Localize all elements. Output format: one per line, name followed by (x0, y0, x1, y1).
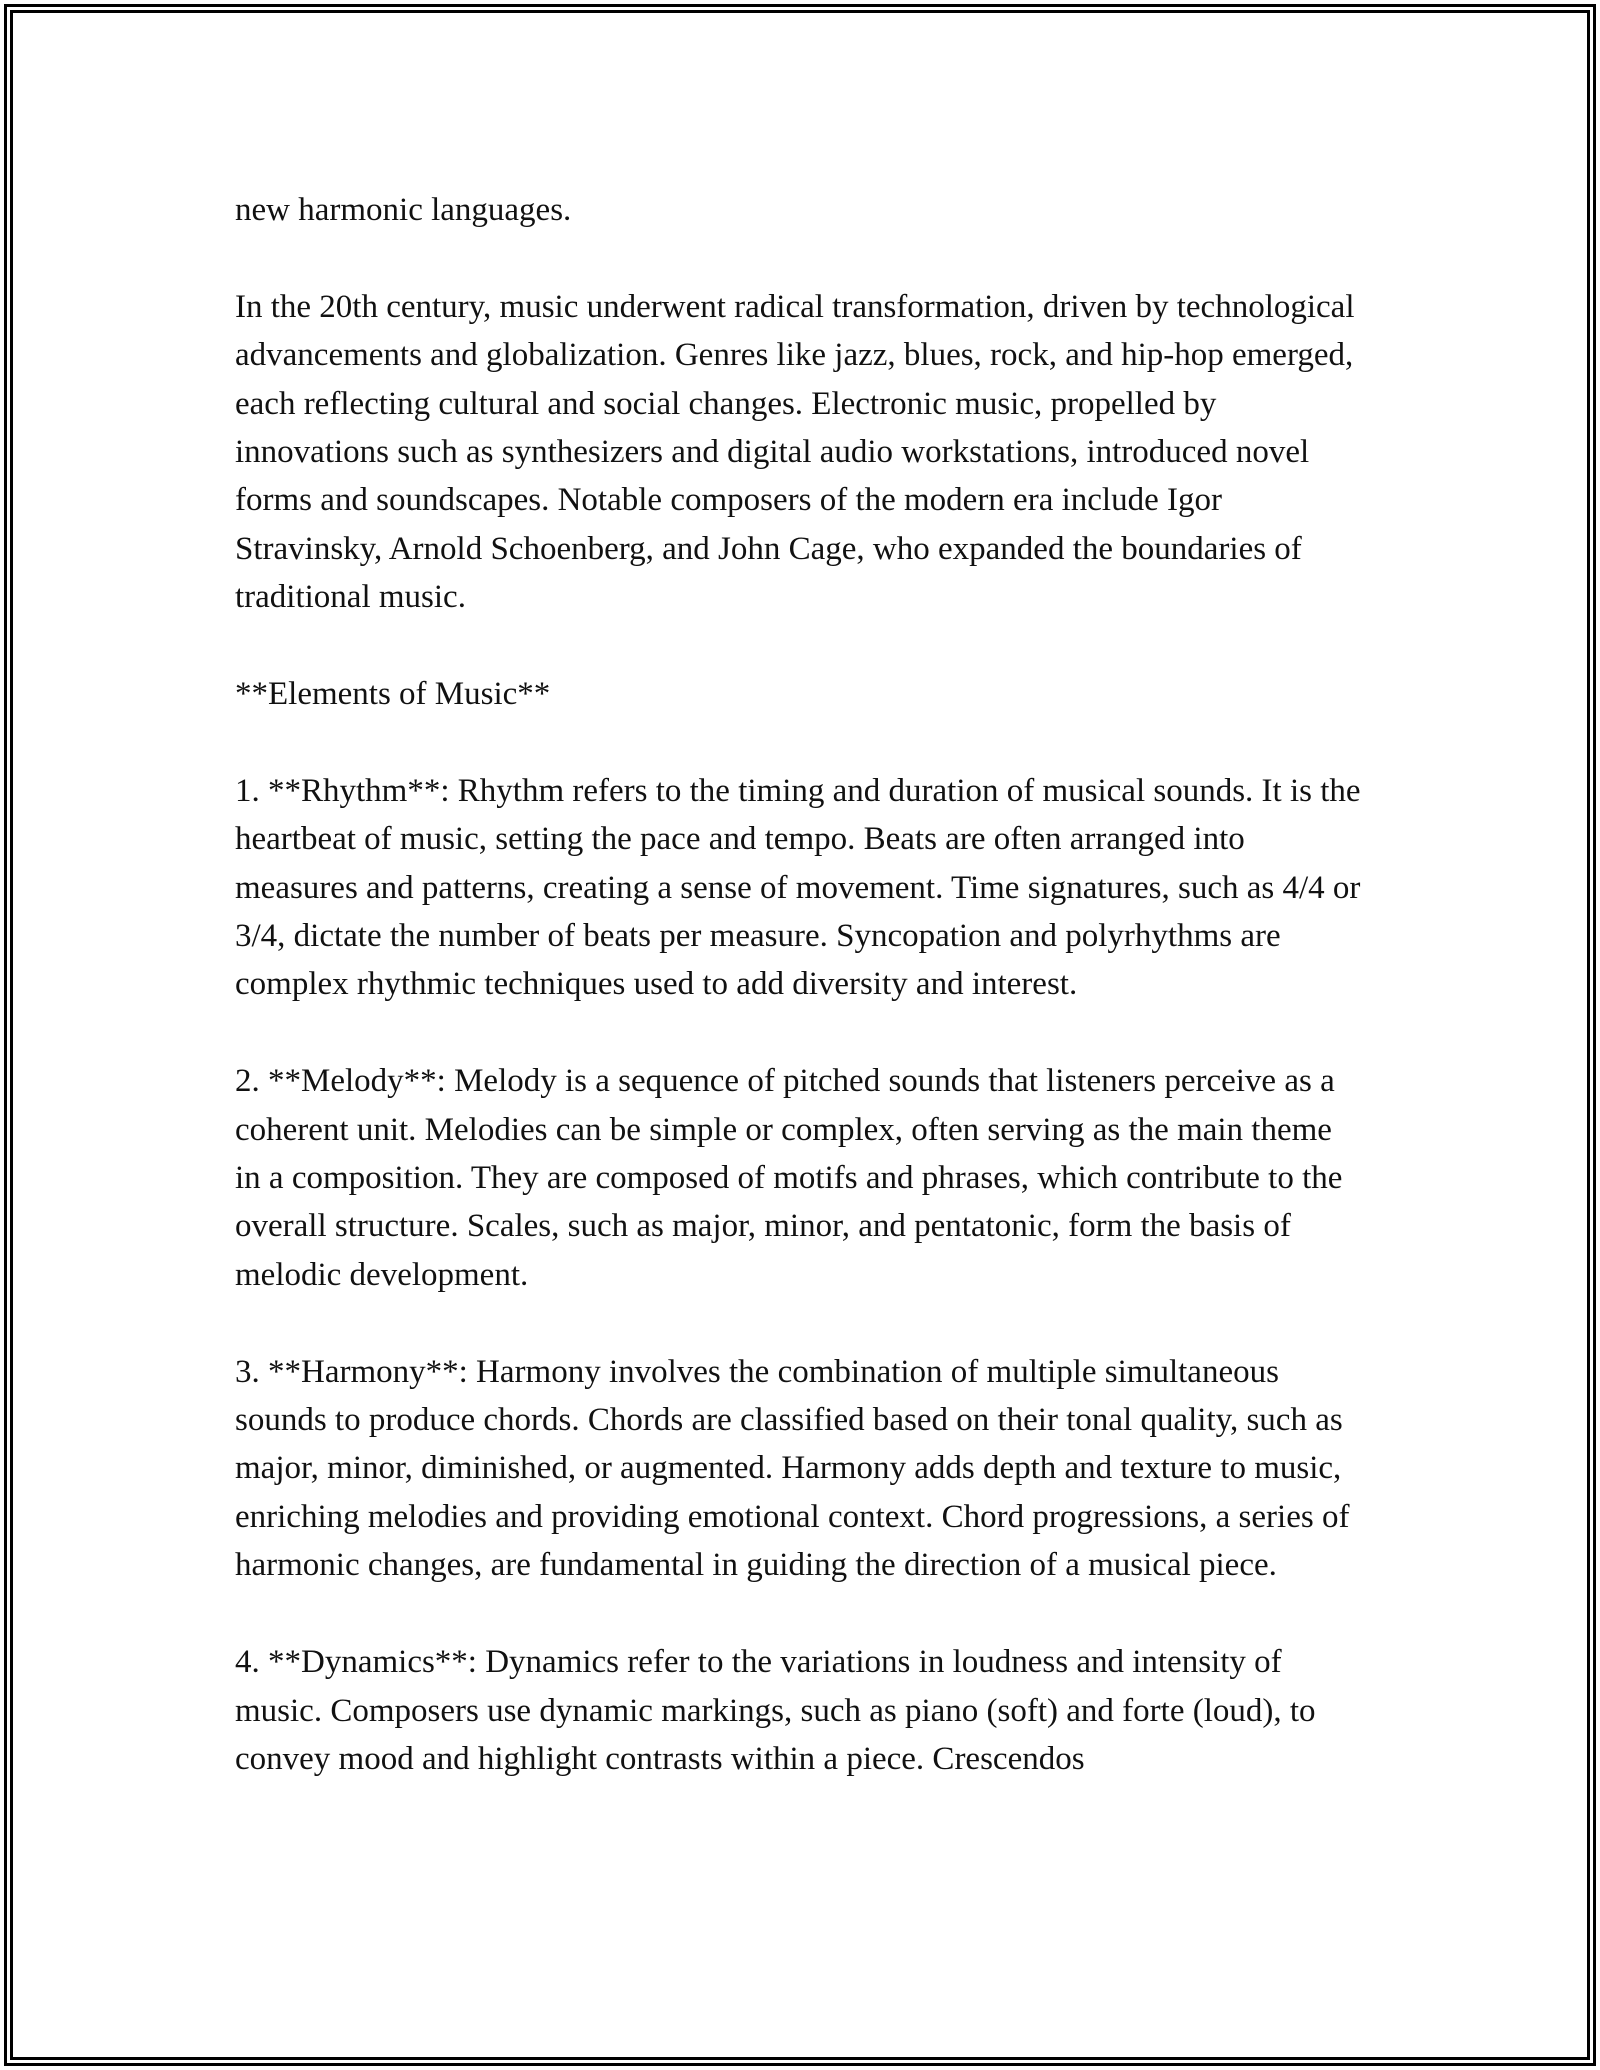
section-heading-elements-of-music: **Elements of Music** (235, 676, 551, 713)
list-item-rhythm: 1. **Rhythm**: Rhythm refers to the timing and duration of musical sounds. It is the heartbeat of music, setting the pace and tempo. Beats are often arranged into measures and patterns, creating a sense of movement. Time signatures, such as 4/4 or 3/4, dictate the number of beats per measure. Syncopation and polyrhythms are complex rhythmic techniques used to add diversity and interest. (235, 772, 1361, 1003)
document-body (235, 186, 1365, 1783)
list-item-melody: 2. **Melody**: Melody is a sequence of pitched sounds that listeners perceive as a coherent unit. Melodies can be simple or complex, often serving as the main theme in a composition. They are composed of motifs and phrases, which contribute to the overall structure. Scales, such as major, minor, and pentatonic, form the basis of melodic development. (235, 1063, 1343, 1293)
paragraph-continuation: new harmonic languages. (235, 192, 572, 228)
list-item-harmony: 3. **Harmony**: Harmony involves the combination of multiple simultaneous sounds to produce chords. Chords are classified based on their tonal quality, such as major, minor, diminished, or augmented. Harmony adds depth and texture to music, enriching melodies and providing emotional context. Chord progressions, a series of harmonic changes, are fundamental in guiding the direction of a musical piece. (235, 1353, 1350, 1584)
paragraph-20th-century: In the 20th century, music underwent radical transformation, driven by technological advancements and globalization. Genres like jazz, blues, rock, and hip-hop emerged, each reflecting cultural and social changes. Electronic music, propelled by innovations such as synthesizers and digital audio workstations, introduced novel forms and soundscapes. Notable composers of the modern era include Igor Stravinsky, Arnold Schoenberg, and John Cage, who expanded the boundaries of traditional music. (235, 288, 1355, 616)
list-item-dynamics: 4. **Dynamics**: Dynamics refer to the variations in loudness and intensity of music. Composers use dynamic markings, such as piano (soft) and forte (loud), to convey mood and highlight contrasts within a piece. Crescendos (235, 1644, 1316, 1777)
